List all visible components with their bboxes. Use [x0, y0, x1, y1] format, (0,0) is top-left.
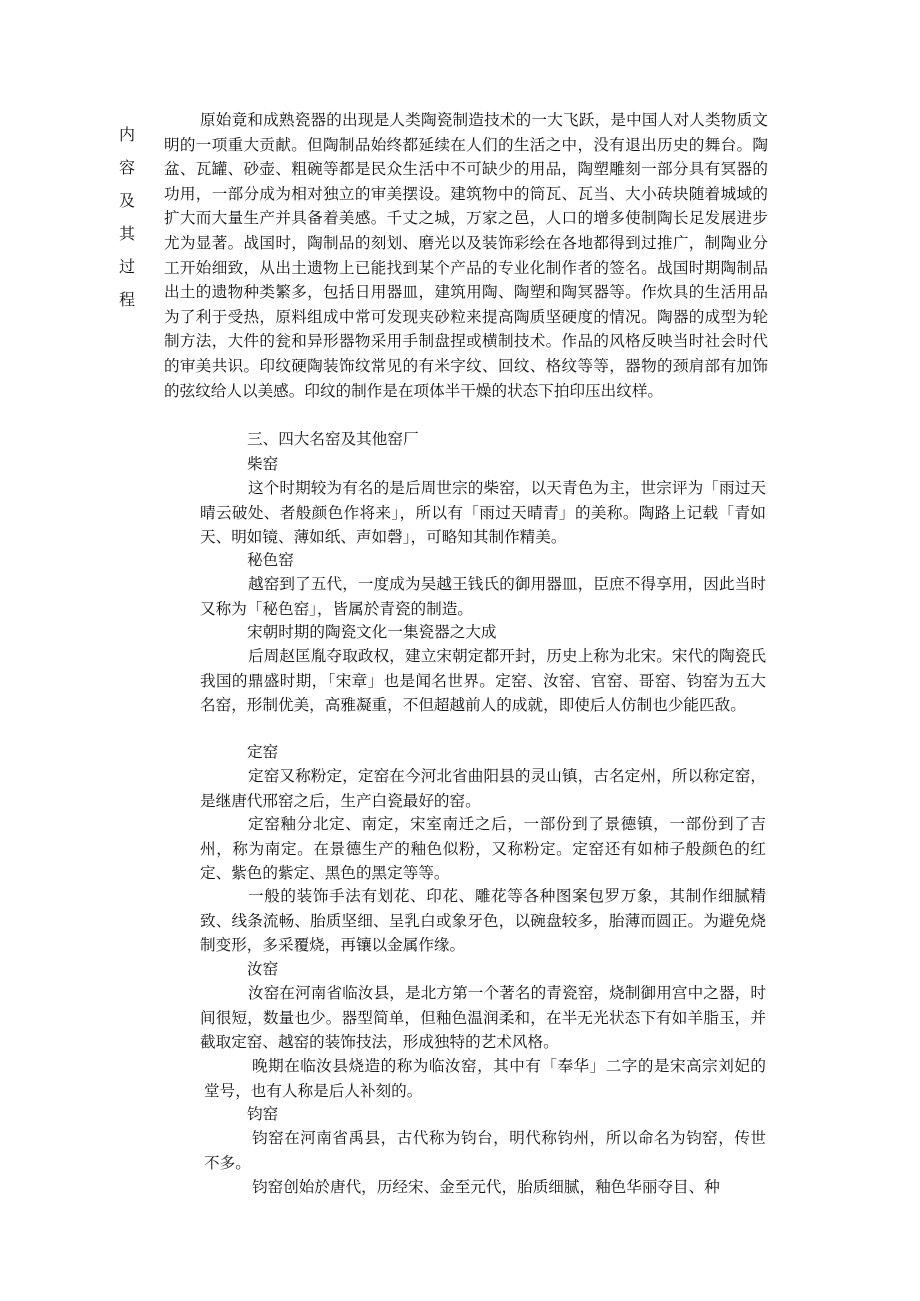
ru-kiln-paragraph-2: 晚期在临汝县烧造的称为临汝窑，其中有「奉华」二字的是宋高宗刘妃的堂号，也有人称是后人补刻的。	[204, 1057, 766, 1100]
side-label-char: 容	[118, 158, 135, 177]
song-section-paragraph: 后周赵匡胤夺取政权，建立宋朝定都开封，历史上称为北宋。宋代的陶瓷氏我国的鼎盛时期，「宋章」也是闻名世界。定窑、汝窑、官窑、哥窑、钧窑为五大名窑，形制优美，高雅凝重，不但超越前人的成就，即使后人仿制也少能匹敌。	[200, 647, 766, 715]
section-title: 三、四大名窑及其他窑厂	[247, 430, 419, 448]
song-section-heading: 宋朝时期的陶瓷文化一集瓷器之大成	[247, 623, 497, 641]
side-label-char: 其	[118, 224, 135, 243]
jun-kiln-paragraph-1: 钧窑在河南省禹县，古代称为钧台，明代称钧州，所以命名为钧窑，传世不多。	[204, 1129, 766, 1172]
chai-kiln-paragraph: 这个时期较为有名的是后周世宗的柴窑，以天青色为主，世宗评为「雨过天晴云破处、者般颜色作将来」，所以有「雨过天晴青」的美称。陶路上记载「青如天、明如镜、薄如纸、声如磬」，可略知其制作精美。	[200, 479, 766, 547]
ding-kiln-paragraph-2: 定窑釉分北定、南定，宋室南迁之后，一部份到了景德镇，一部份到了吉州，称为南定。在景德生产的釉色似粉，又称粉定。定窑还有如柿子般颜色的红定、紫色的紫定、黑色的黑定等等。	[200, 815, 766, 883]
side-label-char: 及	[118, 191, 135, 210]
chai-kiln-heading: 柴窑	[247, 455, 279, 473]
ru-kiln-heading: 汝窑	[247, 960, 279, 978]
side-label-char: 过	[118, 257, 135, 276]
jun-kiln-paragraph-2: 钧窑创始於唐代，历经宋、金至元代，胎质细腻，釉色华丽夺目、种	[252, 1178, 720, 1196]
side-label-char: 程	[118, 290, 135, 309]
side-label-char: 内	[118, 125, 135, 144]
side-label	[116, 118, 138, 316]
ru-kiln-paragraph-1: 汝窑在河南省临汝县，是北方第一个著名的青瓷窑，烧制御用宫中之器，时间很短，数量也少。器型简单，但釉色温润柔和，在半无光状态下有如羊脂玉，并截取定窑、越窑的装饰技法，形成独特的艺术风格。	[200, 984, 766, 1052]
jun-kiln-heading: 钧窑	[247, 1105, 279, 1123]
ding-kiln-paragraph-3: 一般的装饰手法有划花、印花、雕花等各种图案包罗万象，其制作细腻精致、线条流畅、胎质坚细、呈乳白或象牙色，以碗盘较多，胎薄而圆正。为避免烧制变形，多采覆烧，再镶以金属作缘。	[200, 887, 766, 955]
mise-kiln-paragraph: 越窑到了五代，一度成为吴越王钱氏的御用器皿，臣庶不得享用，因此当时又称为「秘色窑」，皆属於青瓷的制造。	[200, 575, 766, 618]
ding-kiln-heading: 定窑	[247, 743, 279, 761]
mise-kiln-heading: 秘色窑	[247, 551, 294, 569]
intro-paragraph: 原始竟和成熟瓷器的出现是人类陶瓷制造技术的一大飞跃，是中国人对人类物质文明的一项重大贡献。但陶制品始终都延续在人们的生活之中，没有退出历史的舞台。陶盆、瓦罐、砂壶、粗碗等都是民众生活中不可缺少的用品，陶塑雕刻一部分具有冥器的功用，一部分成为相对独立的审美摆设。建筑物中的筒瓦、瓦当、大小砖块随着城域的扩大而大量生产并具备着美感。千丈之城，万家之邑，人口的增多使制陶长足发展进步尤为显著。战国时，陶制品的刻划、磨光以及装饰彩绘在各地都得到过推广，制陶业分工开始细致，从出土遗物上已能找到某个产品的专业化制作者的签名。战国时期陶制品出土的遗物种类繁多，包括日用器皿，建筑用陶、陶塑和陶冥器等。作炊具的生活用品为了利于受热，原料组成中常可发现夹砂粒来提高陶质坚硬度的情况。陶器的成型为轮制方法，大件的瓮和异形器物采用手制盘捏或横制技术。作品的风格反映当时社会时代的审美共识。印纹硬陶装饰纹常见的有米字纹、回纹、格纹等等，器物的颈肩部有加饰的弦纹给人以美感。印纹的制作是在项体半干燥的状态下拍印压出纹样。	[164, 111, 768, 400]
ding-kiln-paragraph-1: 定窑又称粉定，定窑在今河北省曲阳县的灵山镇，古名定州，所以称定窑，是继唐代邢窑之后，生产白瓷最好的窑。	[200, 767, 766, 810]
